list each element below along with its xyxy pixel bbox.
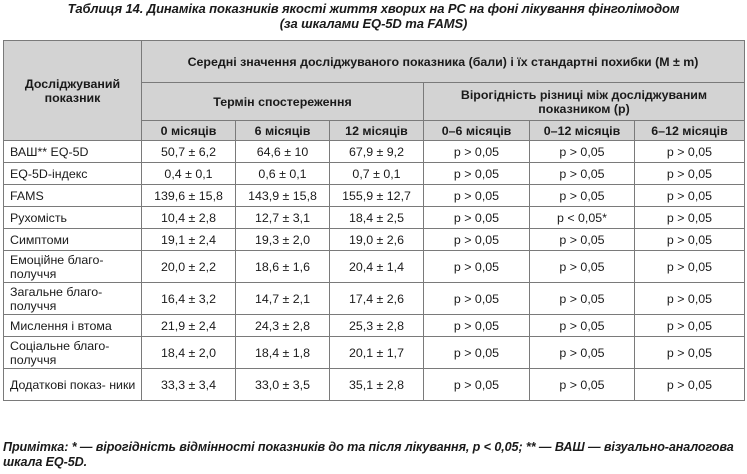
column-header: 0–6 місяців — [424, 121, 530, 141]
table-cell: 19,3 ± 2,0 — [236, 229, 330, 251]
table-cell: 139,6 ± 15,8 — [142, 185, 236, 207]
table-cell: 0,4 ± 0,1 — [142, 163, 236, 185]
table-cell: 18,4 ± 2,0 — [142, 337, 236, 369]
table-cell: p > 0,05 — [635, 283, 745, 315]
table-cell: 50,7 ± 6,2 — [142, 141, 236, 163]
table-cell: 33,0 ± 3,5 — [236, 369, 330, 401]
table-cell: p > 0,05 — [635, 163, 745, 185]
table-row — [4, 141, 745, 163]
table-cell: 17,4 ± 2,6 — [330, 283, 424, 315]
table-cell: p > 0,05 — [424, 337, 530, 369]
table-cell: p > 0,05 — [530, 141, 635, 163]
table-cell: 18,4 ± 2,5 — [330, 207, 424, 229]
table-cell: p > 0,05 — [530, 251, 635, 283]
table-title-line-2: (за шкалами EQ-5D та FAMS) — [279, 16, 468, 31]
column-header: 12 місяців — [330, 121, 424, 141]
row-label: EQ-5D-індекс — [4, 163, 142, 185]
data-table — [3, 40, 745, 401]
table-cell: 143,9 ± 15,8 — [236, 185, 330, 207]
table-cell: 10,4 ± 2,8 — [142, 207, 236, 229]
table-cell: 19,0 ± 2,6 — [330, 229, 424, 251]
table-row — [4, 283, 745, 315]
table-cell: 18,6 ± 1,6 — [236, 251, 330, 283]
table-cell: p > 0,05 — [635, 141, 745, 163]
corner-header: Досліджуваний показник — [4, 41, 142, 141]
table-cell: p > 0,05 — [635, 315, 745, 337]
table-cell: p > 0,05 — [530, 283, 635, 315]
table-cell: p > 0,05 — [424, 369, 530, 401]
table-cell: p > 0,05 — [424, 315, 530, 337]
table-cell: p > 0,05 — [635, 337, 745, 369]
table-cell: 0,7 ± 0,1 — [330, 163, 424, 185]
table-cell: 64,6 ± 10 — [236, 141, 330, 163]
table-row — [4, 185, 745, 207]
row-label: Емоційне благо- получчя — [4, 251, 142, 283]
table-row — [4, 229, 745, 251]
table-cell: 24,3 ± 2,8 — [236, 315, 330, 337]
table-cell: 18,4 ± 1,8 — [236, 337, 330, 369]
row-label: Соціальне благо- получчя — [4, 337, 142, 369]
table-cell: p > 0,05 — [635, 229, 745, 251]
table-cell: p > 0,05 — [530, 369, 635, 401]
row-label: Додаткові показ- ники — [4, 369, 142, 401]
column-header: 0 місяців — [142, 121, 236, 141]
table-cell: 19,1 ± 2,4 — [142, 229, 236, 251]
table-cell: p > 0,05 — [424, 207, 530, 229]
table-row — [4, 337, 745, 369]
table-cell: p > 0,05 — [635, 207, 745, 229]
table-cell: p > 0,05 — [424, 283, 530, 315]
table-cell: p > 0,05 — [530, 163, 635, 185]
row-label: Мислення і втома — [4, 315, 142, 337]
column-header: 6–12 місяців — [635, 121, 745, 141]
table-row — [4, 369, 745, 401]
table-cell: p > 0,05 — [635, 185, 745, 207]
subgroup-header-observation-period: Термін спостереження — [142, 83, 424, 121]
table-cell: 12,7 ± 3,1 — [236, 207, 330, 229]
table-cell: p > 0,05 — [530, 229, 635, 251]
table-cell: 0,6 ± 0,1 — [236, 163, 330, 185]
table-cell: p > 0,05 — [530, 315, 635, 337]
subgroup-header-significance: Вірогідність різниці між досліджуваним показником (p) — [424, 83, 745, 121]
table-cell: 16,4 ± 3,2 — [142, 283, 236, 315]
table-cell: p > 0,05 — [530, 337, 635, 369]
column-header: 6 місяців — [236, 121, 330, 141]
table-title — [0, 1, 747, 31]
column-header: 0–12 місяців — [530, 121, 635, 141]
table-row — [4, 251, 745, 283]
table-cell: 20,0 ± 2,2 — [142, 251, 236, 283]
table-cell: 14,7 ± 2,1 — [236, 283, 330, 315]
table-cell: 25,3 ± 2,8 — [330, 315, 424, 337]
table-cell: p > 0,05 — [424, 229, 530, 251]
table-cell: 67,9 ± 9,2 — [330, 141, 424, 163]
row-label: FAMS — [4, 185, 142, 207]
table-cell: p > 0,05 — [530, 185, 635, 207]
table-cell: p > 0,05 — [635, 369, 745, 401]
row-label: Загальне благо- получчя — [4, 283, 142, 315]
table-cell: 155,9 ± 12,7 — [330, 185, 424, 207]
table-cell: p > 0,05 — [424, 185, 530, 207]
table-cell: 20,1 ± 1,7 — [330, 337, 424, 369]
row-label: ВАШ** EQ-5D — [4, 141, 142, 163]
group-header: Середні значення досліджуваного показника (бали) і їх стандартні похибки (M ± m) — [142, 41, 745, 83]
table-row — [4, 163, 745, 185]
table-cell: 33,3 ± 3,4 — [142, 369, 236, 401]
table-cell: 21,9 ± 2,4 — [142, 315, 236, 337]
table-cell: p > 0,05 — [424, 251, 530, 283]
table-row — [4, 315, 745, 337]
table-cell: 35,1 ± 2,8 — [330, 369, 424, 401]
table-cell: p > 0,05 — [635, 251, 745, 283]
row-label: Рухомість — [4, 207, 142, 229]
table-cell: p > 0,05 — [424, 141, 530, 163]
table-cell: p < 0,05* — [530, 207, 635, 229]
table-row — [4, 207, 745, 229]
table-cell: 20,4 ± 1,4 — [330, 251, 424, 283]
row-label: Симптоми — [4, 229, 142, 251]
table-cell: p > 0,05 — [424, 163, 530, 185]
table-title-line-1: Таблиця 14. Динаміка показників якості життя хворих на РС на фоні лікування фінголімодом — [67, 1, 680, 16]
table-footnote: Примітка: * — вірогідність відмінності показників до та після лікування, p < 0,05; ** — ВАШ — візуально-аналогова шкала EQ-5D. — [3, 440, 734, 469]
